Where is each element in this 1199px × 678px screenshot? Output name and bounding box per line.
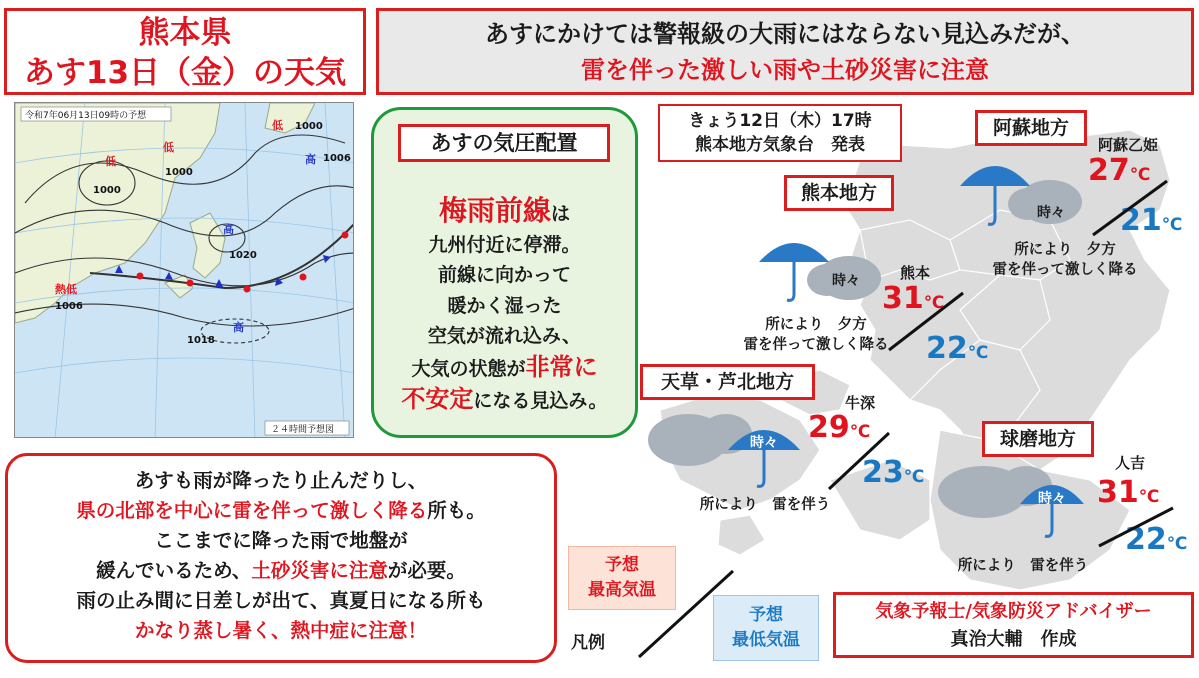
map-low-2: 低 [105, 155, 116, 168]
low-temp-aso-value: 21 [1120, 203, 1162, 238]
unit-amakusa-low: ℃ [903, 467, 925, 487]
summary-line1: あすも雨が降ったり止んだりし、 [134, 469, 428, 492]
baiu-front-text: 梅雨前線 [438, 194, 551, 227]
legend-min-line2: 最低気温 [732, 630, 800, 650]
note-aso-1: 所により 夕方 [1014, 242, 1116, 258]
pressure-line6-a: 大気の状態が [411, 357, 526, 380]
unit-aso-low: ℃ [1161, 215, 1183, 235]
city-aso: 阿蘇乙姫 [1098, 136, 1159, 154]
map-high-2: 高 [223, 223, 234, 236]
unit-kumamoto-low: ℃ [967, 343, 989, 363]
weather-map-graphic [15, 103, 354, 438]
summary-line2-red: 県の北部を中心に雷を伴って激しく降る [76, 499, 428, 522]
summary-line5: 雨の止み間に日差しが出て、真夏日になる所も [76, 589, 486, 612]
umbrella-cloud-icon [757, 228, 882, 308]
note-kumamoto [716, 315, 916, 355]
low-temp-kuma-value: 22 [1125, 522, 1167, 557]
unit-aso-high: ℃ [1129, 165, 1151, 185]
sometimes-label-amakusa: 時々 [750, 435, 778, 451]
summary-line4-b: が必要。 [387, 559, 466, 582]
map-low-2-pressure: 1000 [93, 185, 121, 196]
divider-amakusa [826, 430, 892, 492]
region-kumamoto-label: 熊本地方 [784, 175, 894, 211]
unit-amakusa-high: ℃ [849, 422, 871, 442]
map-low-1-pressure: 1000 [165, 167, 193, 178]
region-amakusa-label: 天草・芦北地方 [640, 364, 815, 400]
map-high-2-pressure: 1020 [229, 250, 257, 261]
map-low-3-pressure: 1000 [295, 121, 323, 132]
note-amakusa: 所により 雷を伴う [699, 497, 831, 513]
summary-box [5, 453, 557, 663]
author-box [833, 592, 1194, 658]
high-temp-amakusa-value: 29 [808, 410, 850, 445]
issue-box [658, 104, 902, 162]
map-tropical-low: 熱低 [55, 283, 77, 296]
map-header: 令和7年06月13日09時の予想 [25, 111, 147, 121]
pressure-line5: 空気が流れ込み、 [427, 325, 582, 347]
legend-min-temp [713, 595, 819, 661]
divider-kuma [1096, 505, 1176, 549]
pressure-line7-rest: になる見込み。 [473, 390, 608, 412]
city-hitoyoshi: 人吉 [1115, 454, 1146, 472]
city-ushibuka: 牛深 [845, 394, 876, 412]
unit-kuma-low: ℃ [1166, 534, 1188, 554]
pressure-line3: 前線に向かって [437, 264, 571, 286]
pressure-line1-rest: は [551, 203, 571, 225]
low-temp-kumamoto-value: 22 [926, 331, 968, 366]
high-temp-kuma-value: 31 [1097, 475, 1139, 510]
weather-map [14, 102, 354, 438]
issue-line2: 熊本地方気象台 発表 [695, 135, 865, 155]
summary-line4-red: 土砂災害に注意 [251, 559, 388, 582]
author-line2: 真治大輔 作成 [950, 629, 1077, 650]
map-tropical-low-pressure: 1006 [55, 301, 83, 312]
author-line1: 気象予報士/気象防災アドバイザー [875, 601, 1152, 622]
pressure-line2: 九州付近に停滞。 [428, 233, 581, 256]
unit-kumamoto-high: ℃ [923, 293, 945, 313]
headline-box [376, 8, 1194, 95]
summary-line6: かなり蒸し暑く、熱中症に注意！ [134, 619, 428, 642]
map-footer: ２４時間予想図 [271, 425, 335, 435]
note-aso-2: 雷を伴って激しく降る [992, 262, 1138, 278]
map-high-3: 高 [233, 321, 244, 334]
title-box [4, 8, 366, 95]
legend-max-line1: 予想 [605, 555, 639, 575]
summary-line2-rest: 所も。 [427, 499, 486, 522]
pressure-line7-red: 不安定 [401, 385, 474, 413]
title-prefecture: 熊本県 [138, 15, 232, 51]
unit-kuma-high: ℃ [1138, 487, 1160, 507]
map-high-3-pressure: 1018 [187, 335, 215, 346]
high-temp-aso-value: 27 [1088, 153, 1130, 188]
divider-aso [1090, 178, 1170, 238]
summary-line4-a: 緩んでいるため、 [96, 559, 252, 582]
low-temp-amakusa-value: 23 [862, 455, 904, 490]
headline-line1: あすにかけては警報級の大雨にはならない見込みだが、 [485, 20, 1085, 48]
summary-line3: ここまでに降った雨で地盤が [154, 529, 408, 552]
note-kuma: 所により 雷を伴う [957, 558, 1089, 574]
legend-label: 凡例 [571, 633, 605, 653]
map-high-1: 高 [305, 153, 316, 166]
high-temp-kumamoto-value: 31 [882, 281, 924, 316]
pressure-panel-title: あすの気圧配置 [398, 124, 610, 162]
sometimes-label-kuma: 時々 [1038, 491, 1066, 507]
map-low-3: 低 [272, 119, 283, 132]
legend-min-line1: 予想 [749, 605, 783, 625]
map-high-1-pressure: 1006 [323, 153, 351, 164]
note-aso [975, 240, 1155, 280]
issue-line1: きょう12日（木）17時 [688, 111, 872, 131]
legend-max-line2: 最高気温 [588, 580, 656, 600]
pressure-line4: 暖かく湿った [447, 294, 562, 317]
map-low-1: 低 [163, 141, 174, 154]
cloud-umbrella-icon [648, 410, 808, 490]
region-aso-label: 阿蘇地方 [975, 110, 1087, 146]
region-kuma-label: 球磨地方 [982, 421, 1094, 457]
sometimes-label-aso: 時々 [1037, 205, 1065, 221]
pressure-line6-red: 非常に [525, 352, 598, 381]
note-kumamoto-2: 雷を伴って激しく降る [743, 337, 889, 353]
note-kumamoto-1: 所により 夕方 [765, 317, 867, 333]
headline-line2: 雷を伴った激しい雨や土砂災害に注意 [581, 56, 989, 84]
title-date: あす13日（金）の天気 [23, 55, 347, 91]
sometimes-label-kumamoto: 時々 [832, 273, 860, 289]
city-kumamoto: 熊本 [900, 264, 931, 282]
